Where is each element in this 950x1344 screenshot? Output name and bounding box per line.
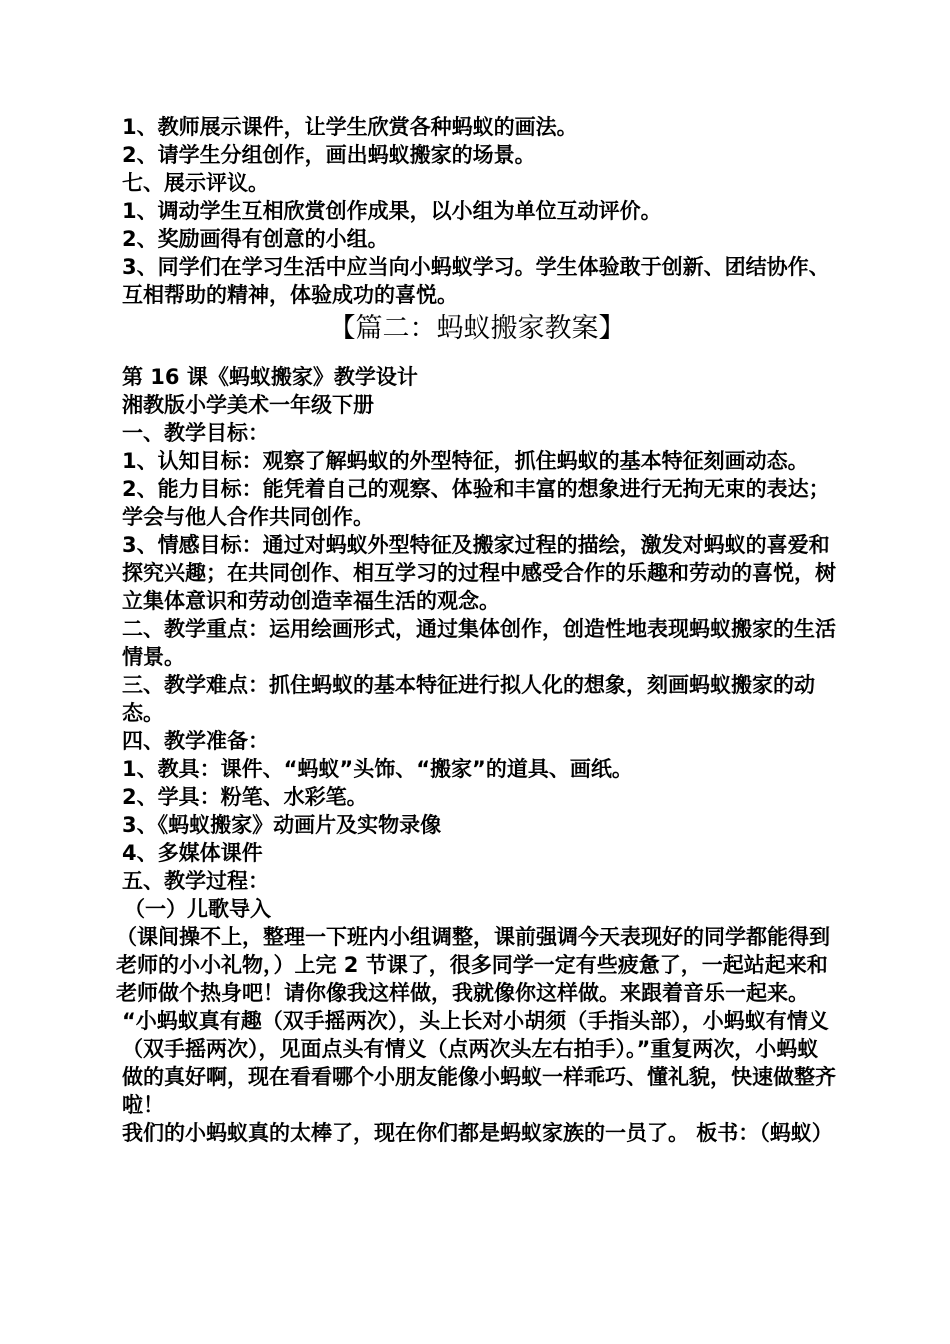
heading-display-review: 七、展示评议。 [122,171,269,195]
prep-multimedia: 4、多媒体课件 [122,841,263,865]
objective-ability: 2、能力目标：能凭着自己的观察、体验和丰富的想象进行无拘无束的表达；学会与他人合作共同创作。 [122,477,830,529]
section-title: 【篇二：蚂蚁搬家教案】 [328,313,626,344]
paragraph-review-1: 1、调动学生互相欣赏创作成果，以小组为单位互动评价。 [122,199,662,223]
paragraph-closing: 我们的小蚂蚁真的太棒了，现在你们都是蚂蚁家族的一员了。 板书：（蚂蚁） [122,1121,833,1145]
document-content [116,113,838,1147]
paragraph-review-3: 3、同学们在学习生活中应当向小蚂蚁学习。学生体验敢于创新、团结协作、互相帮助的精神，体验成功的喜悦。 [122,255,830,307]
teaching-focus: 二、教学重点：运用绘画形式，通过集体创作，创造性地表现蚂蚁搬家的生活情景。 [122,617,836,669]
lesson-title: 第 16 课《蚂蚁搬家》教学设计 [122,365,418,389]
textbook-line: 湘教版小学美术一年级下册 [122,393,374,417]
paragraph-step-2: 2、请学生分组创作，画出蚂蚁搬家的场景。 [122,143,536,167]
heading-preparation: 四、教学准备： [122,729,269,753]
paragraph-song: “小蚂蚁真有趣（双手摇两次），头上长对小胡须（手指头部），小蚂蚁有情义（双手摇两次），见面点头有情义（点两次头左右拍手）。”重复两次，小蚂蚁做的真好啊，现在看看哪个小朋友能像小蚂蚁一样乖巧、懂礼貌，快速做整齐啦！ [122,1009,836,1117]
objective-emotion: 3、情感目标：通过对蚂蚁外型特征及搬家过程的描绘，激发对蚂蚁的喜爱和探究兴趣；在共同创作、相互学习的过程中感受合作的乐趣和劳动的喜悦，树立集体意识和劳动创造幸福生活的观念。 [122,533,836,613]
heading-process: 五、教学过程： [122,869,269,893]
heading-objectives: 一、教学目标： [122,421,269,445]
prep-teacher-tools: 1、教具：课件、“蚂蚁”头饰、“搬家”的道具、画纸。 [122,757,633,781]
teaching-difficulty: 三、教学难点：抓住蚂蚁的基本特征进行拟人化的想象，刻画蚂蚁搬家的动态。 [122,673,815,725]
paragraph-review-2: 2、奖励画得有创意的小组。 [122,227,389,251]
heading-song-intro: （一）儿歌导入 [124,897,271,921]
objective-cognitive: 1、认知目标：观察了解蚂蚁的外型特征，抓住蚂蚁的基本特征刻画动态。 [122,449,809,473]
prep-student-tools: 2、学具：粉笔、水彩笔。 [122,785,368,809]
paragraph-warmup: （课间操不上，整理一下班内小组调整，课前强调今天表现好的同学都能得到老师的小小礼物，）上完 2 节课了，很多同学一定有些疲惫了，一起站起来和老师做个热身吧！请你像我这样做，我就像你这样做。来跟着音乐一起来。 [116,925,830,1005]
paragraph-step-1: 1、教师展示课件，让学生欣赏各种蚂蚁的画法。 [122,115,578,139]
prep-animation: 3、《蚂蚁搬家》动画片及实物录像 [122,813,442,837]
